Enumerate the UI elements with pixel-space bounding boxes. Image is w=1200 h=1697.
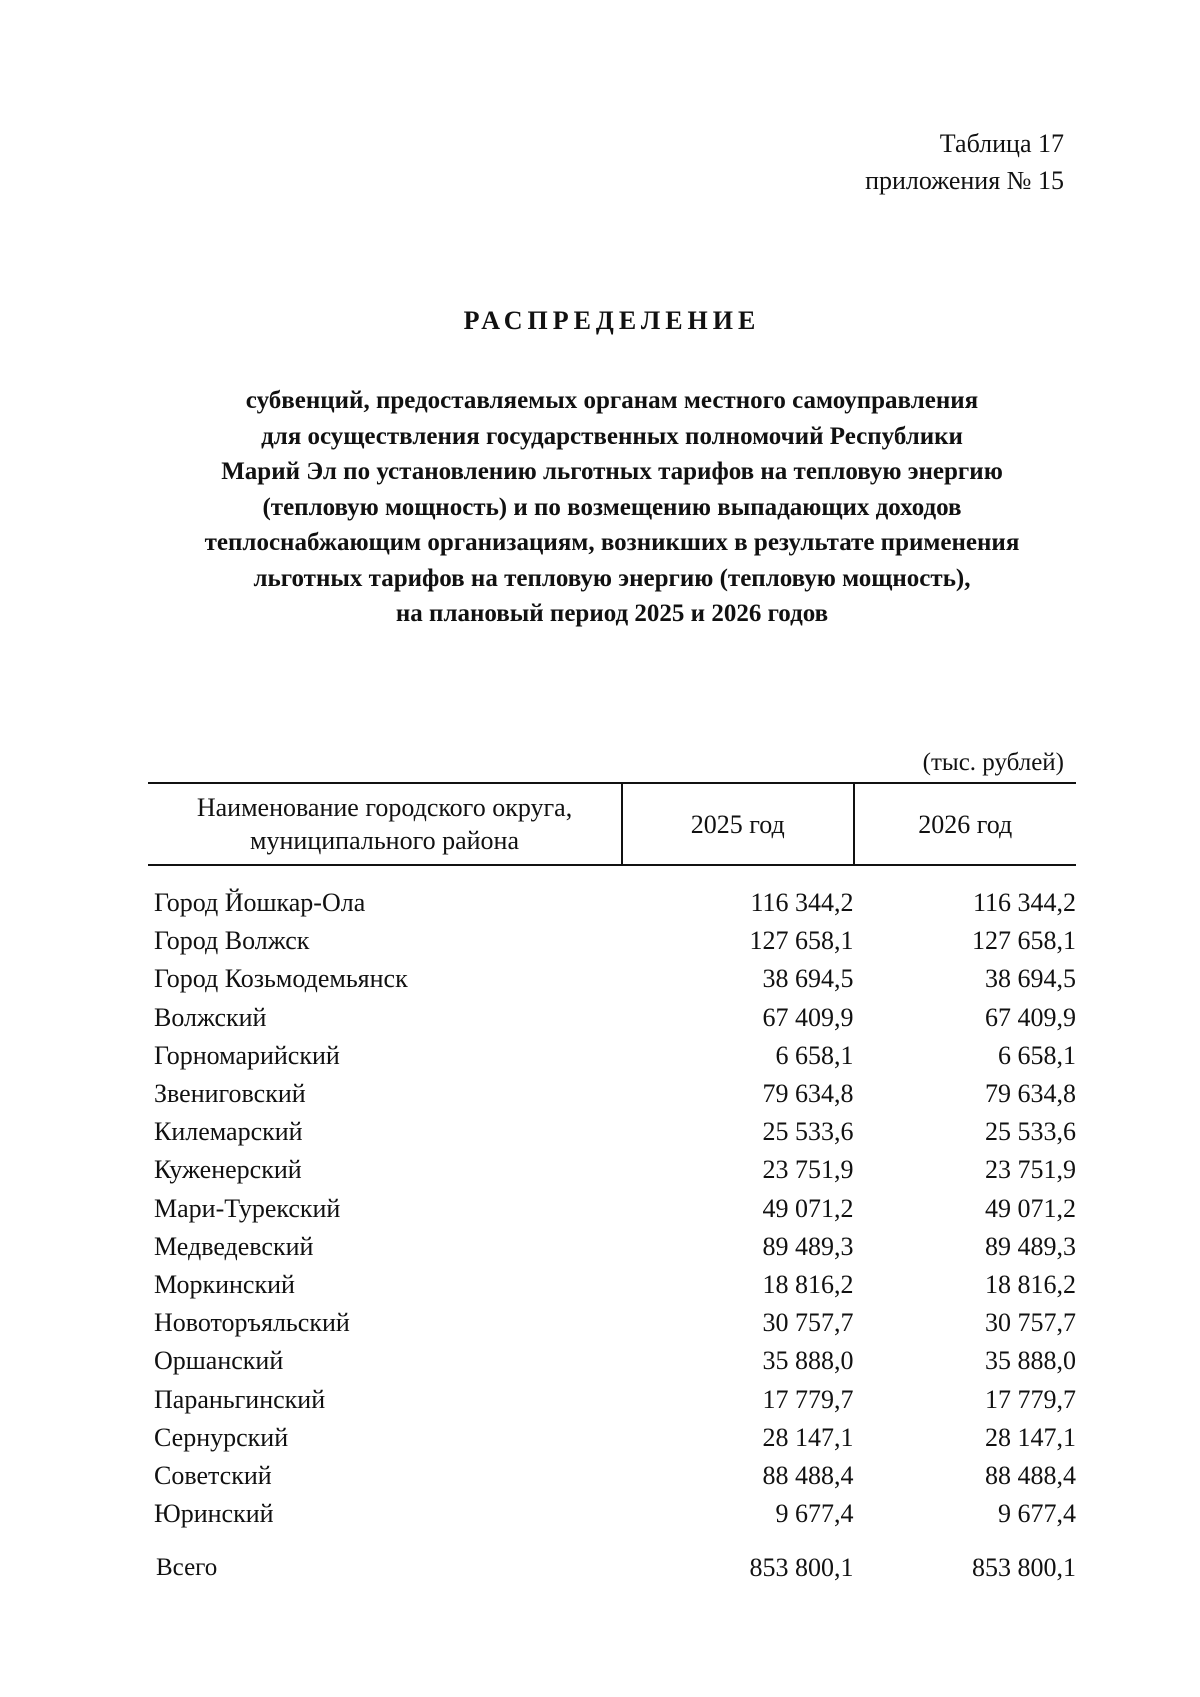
subtitle-line: Марий Эл по установлению льготных тарифов на тепловую энергию — [221, 458, 1003, 485]
row-value-2025: 23 751,9 — [762, 1155, 854, 1185]
row-name: Город Йошкар-Ола — [154, 888, 366, 918]
row-name: Медведевский — [154, 1231, 314, 1261]
row-value-2025: 38 694,5 — [762, 964, 854, 994]
row-name: Мари-Турекский — [154, 1193, 341, 1223]
row-value-2026: 25 533,6 — [985, 1117, 1076, 1147]
distribution-table — [148, 782, 1076, 1587]
table-body — [148, 865, 1076, 1533]
row-name: Оршанский — [154, 1346, 284, 1376]
row-name: Куженерский — [154, 1155, 302, 1185]
table-row — [148, 1113, 1076, 1151]
row-value-2026: 28 147,1 — [985, 1422, 1076, 1452]
row-value-2025: 6 658,1 — [775, 1040, 854, 1070]
row-value-2026: 88 488,4 — [985, 1460, 1076, 1490]
column-header-name-line2: муниципального района — [250, 826, 520, 855]
row-value-2026: 79 634,8 — [985, 1079, 1076, 1109]
column-header-name — [148, 783, 622, 865]
row-value-2025: 9 677,4 — [775, 1499, 854, 1529]
row-value-2025: 49 071,2 — [762, 1193, 854, 1223]
table-row — [148, 922, 1076, 960]
table-row — [148, 1228, 1076, 1266]
column-header-2025: 2025 год — [622, 783, 853, 865]
row-value-2026: 67 409,9 — [985, 1002, 1076, 1032]
row-value-2026: 35 888,0 — [985, 1346, 1076, 1376]
row-name: Юринский — [154, 1499, 274, 1529]
row-value-2026: 23 751,9 — [985, 1155, 1076, 1185]
row-value-2025: 35 888,0 — [762, 1346, 854, 1376]
document-subtitle — [0, 383, 1200, 632]
row-value-2025: 88 488,4 — [762, 1460, 854, 1490]
header-row — [148, 783, 1076, 865]
table-number: Таблица 17 — [939, 129, 1064, 158]
table-row — [148, 1304, 1076, 1342]
row-value-2025: 18 816,2 — [762, 1269, 854, 1299]
table-row — [148, 1151, 1076, 1189]
row-name: Сернурский — [154, 1422, 289, 1452]
row-value-2025: 127 658,1 — [749, 926, 854, 956]
subtitle-line: субвенций, предоставляемых органам местного самоуправления — [245, 387, 979, 414]
total-value-2025: 853 800,1 — [749, 1553, 854, 1583]
row-name: Горномарийский — [154, 1040, 340, 1070]
row-value-2026: 116 344,2 — [972, 888, 1076, 918]
distribution-table-wrap — [148, 782, 1076, 1587]
row-value-2026: 30 757,7 — [985, 1308, 1076, 1338]
table-row — [148, 1419, 1076, 1457]
table-row — [148, 1266, 1076, 1304]
row-value-2026: 9 677,4 — [998, 1499, 1076, 1529]
subtitle-line: теплоснабжающим организациям, возникших в результате применения — [204, 529, 1020, 556]
table-row — [148, 1380, 1076, 1418]
table-row — [148, 999, 1076, 1037]
table-row — [148, 1457, 1076, 1495]
table-row — [148, 960, 1076, 998]
table-row — [148, 1037, 1076, 1075]
table-row — [148, 1075, 1076, 1113]
row-value-2026: 18 816,2 — [985, 1269, 1076, 1299]
total-label: Всего — [156, 1554, 218, 1582]
total-row — [148, 1533, 1076, 1587]
table-row — [148, 865, 1076, 922]
total-value-2026: 853 800,1 — [972, 1553, 1076, 1583]
subtitle-line: на плановый период 2025 и 2026 годов — [395, 600, 829, 627]
row-value-2025: 79 634,8 — [762, 1079, 854, 1109]
row-value-2025: 67 409,9 — [762, 1002, 854, 1032]
table-header — [148, 783, 1076, 865]
row-value-2025: 17 779,7 — [762, 1384, 854, 1414]
row-value-2026: 127 658,1 — [972, 926, 1076, 956]
row-name: Килемарский — [154, 1117, 303, 1147]
row-name: Новоторъяльский — [154, 1308, 350, 1338]
row-value-2025: 116 344,2 — [750, 888, 854, 918]
row-value-2026: 17 779,7 — [985, 1384, 1076, 1414]
table-reference — [865, 125, 1064, 199]
row-name: Советский — [154, 1460, 272, 1490]
table-footer — [148, 1533, 1076, 1587]
subtitle-line: для осуществления государственных полномочий Республики — [261, 422, 963, 450]
row-value-2026: 89 489,3 — [985, 1231, 1076, 1261]
table-row — [148, 1190, 1076, 1228]
document-title: РАСПРЕДЕЛЕНИЕ — [463, 306, 761, 335]
row-name: Волжский — [154, 1002, 267, 1032]
row-value-2025: 25 533,6 — [762, 1117, 854, 1147]
row-name: Параньгинский — [154, 1384, 326, 1414]
column-header-2026: 2026 год — [854, 783, 1077, 865]
row-name: Звениговский — [154, 1079, 306, 1109]
subtitle-line: льготных тарифов на тепловую энергию (тепловую мощность), — [253, 564, 971, 592]
table-row — [148, 1495, 1076, 1533]
row-name: Город Козьмодемьянск — [154, 964, 408, 994]
subtitle-line: (тепловую мощность) и по возмещению выпадающих доходов — [262, 493, 962, 521]
row-value-2025: 28 147,1 — [762, 1422, 854, 1452]
row-value-2026: 38 694,5 — [985, 964, 1076, 994]
row-value-2025: 30 757,7 — [762, 1308, 854, 1338]
column-header-name-line1: Наименование городского округа, — [196, 793, 573, 822]
row-value-2026: 49 071,2 — [985, 1193, 1076, 1223]
row-name: Город Волжск — [154, 926, 310, 956]
row-name: Моркинский — [154, 1269, 295, 1299]
row-value-2025: 89 489,3 — [762, 1231, 854, 1261]
row-value-2026: 6 658,1 — [998, 1040, 1076, 1070]
appendix-number: приложения № 15 — [865, 166, 1064, 195]
units-label: (тыс. рублей) — [922, 749, 1064, 776]
table-row — [148, 1342, 1076, 1380]
